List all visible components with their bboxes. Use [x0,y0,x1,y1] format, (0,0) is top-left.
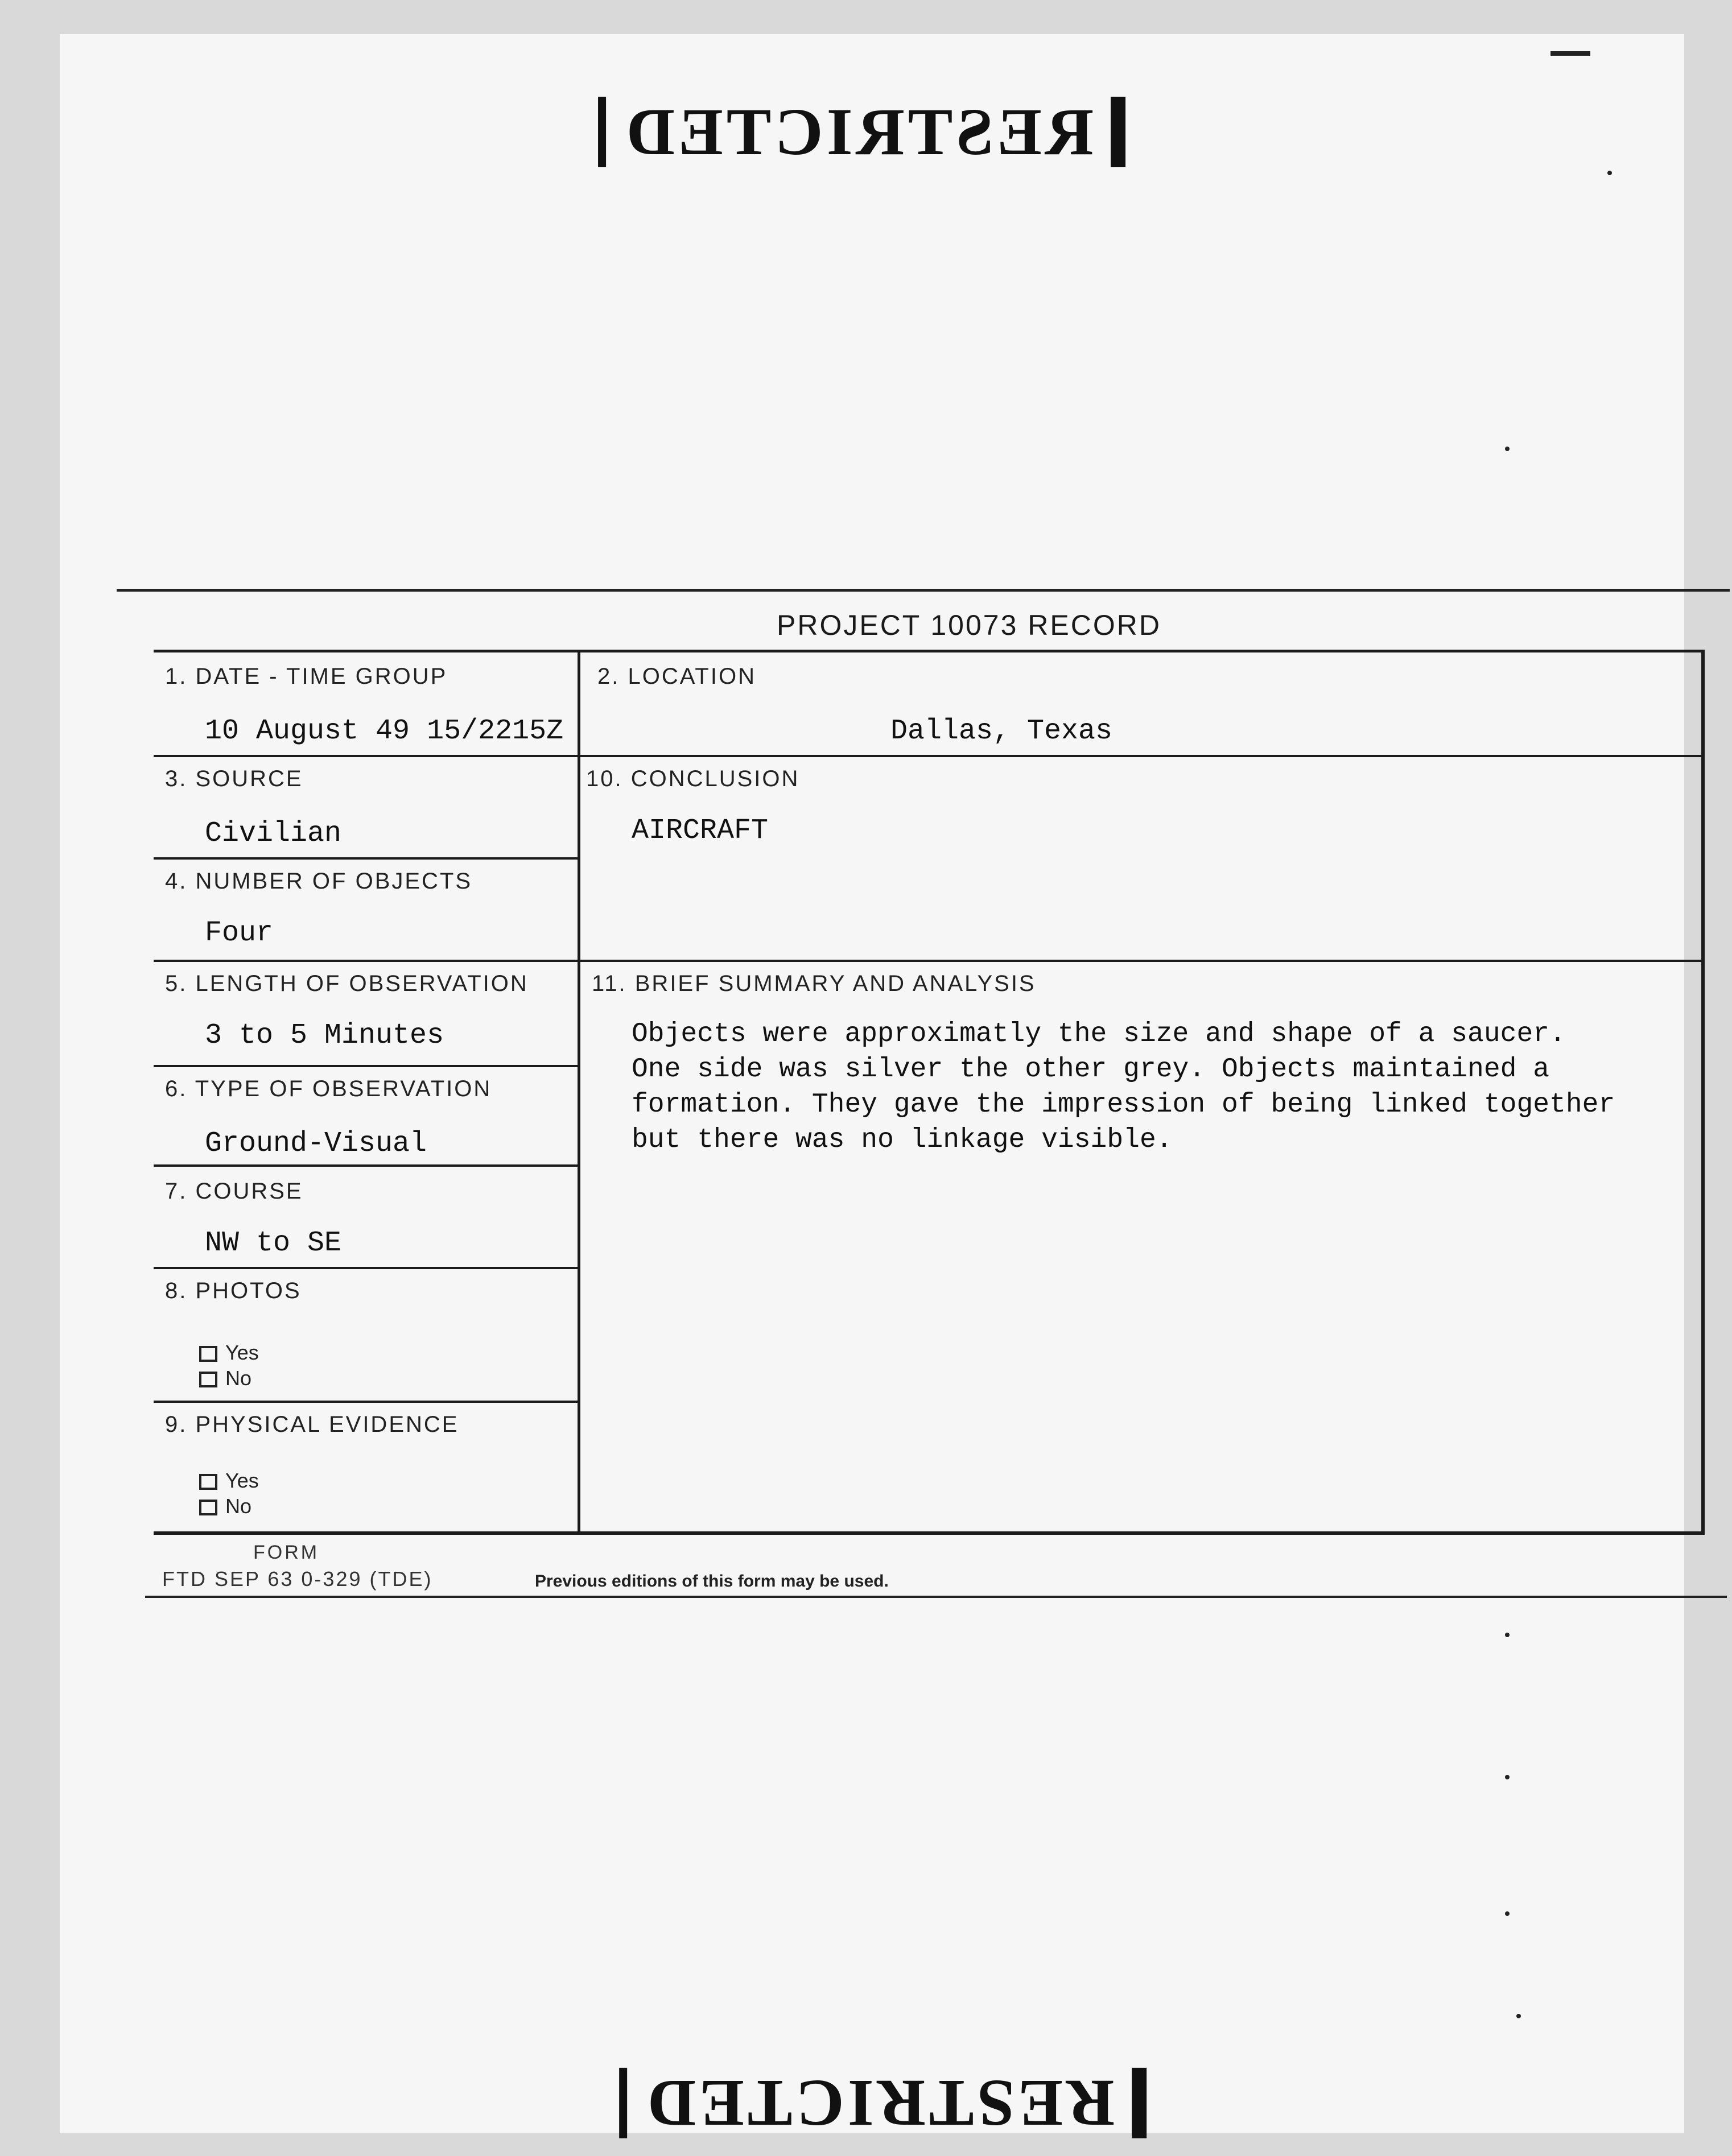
summary-text [632,1017,1690,1158]
form-id: FTD SEP 63 0-329 (TDE) [162,1567,433,1591]
speck [1505,1633,1510,1637]
speck [1505,1775,1510,1779]
divider-photos [154,1401,578,1403]
photos-label: 8. PHOTOS [165,1278,302,1303]
form-note: Previous editions of this form may be used. [535,1572,889,1591]
corner-mark [1550,51,1590,56]
speck [1607,171,1612,175]
length-of-observation-value: 3 to 5 Minutes [205,1019,444,1052]
divider-course [154,1267,578,1269]
date-time-group-label: 1. DATE - TIME GROUP [165,664,448,689]
photos-yes-option [199,1341,259,1365]
form-word: FORM [253,1542,320,1563]
column-divider [578,652,580,1531]
checkbox-icon [199,1500,217,1515]
photos-yes-label: Yes [225,1341,259,1364]
evidence-no-option [199,1494,251,1518]
speck [1505,447,1510,451]
divider-type [154,1164,578,1167]
checkbox-icon [199,1372,217,1387]
restricted-stamp-bottom: RESTRICTED [618,2068,1146,2138]
speck [1505,1911,1510,1916]
summary-line: but there was no linkage visible. [632,1125,1173,1155]
divider-row-1 [154,755,1701,757]
summary-line: formation. They gave the impression of being linked together [632,1089,1615,1120]
course-value: NW to SE [205,1227,342,1259]
source-label: 3. SOURCE [165,766,303,791]
restricted-stamp-top: RESTRICTED [597,97,1125,167]
number-of-objects-value: Four [205,917,274,949]
divider-length [154,1065,578,1067]
course-label: 7. COURSE [165,1179,303,1204]
bottom-rule [145,1596,1727,1598]
conclusion-value: AIRCRAFT [632,815,769,847]
type-of-observation-label: 6. TYPE OF OBSERVATION [165,1076,492,1101]
length-of-observation-label: 5. LENGTH OF OBSERVATION [165,971,529,996]
number-of-objects-label: 4. NUMBER OF OBJECTS [165,869,473,894]
summary-label: 11. BRIEF SUMMARY AND ANALYSIS [592,971,1036,996]
summary-line: Objects were approximatly the size and shape of a saucer. [632,1019,1566,1050]
location-value: Dallas, Texas [890,715,1113,747]
physical-evidence-label: 9. PHYSICAL EVIDENCE [165,1412,459,1437]
record-title: PROJECT 10073 RECORD [777,609,1161,641]
checkbox-icon [199,1474,217,1490]
speck [1516,2014,1521,2018]
divider-source [154,857,578,860]
checkbox-icon [199,1346,217,1362]
record-sheet [60,34,1684,2141]
top-rule [117,589,1730,592]
location-label: 2. LOCATION [597,664,756,689]
evidence-no-label: No [225,1494,252,1518]
evidence-yes-option [199,1469,259,1493]
type-of-observation-value: Ground-Visual [205,1127,427,1160]
evidence-yes-label: Yes [225,1469,259,1492]
record-form [154,650,1705,1535]
photos-no-option [199,1366,251,1390]
source-value: Civilian [205,817,342,850]
summary-line: One side was silver the other grey. Objects maintained a [632,1054,1550,1085]
divider-row-3 [154,960,1701,962]
date-time-group-value: 10 August 49 15/2215Z [205,715,564,747]
photos-no-label: No [225,1366,252,1390]
conclusion-label: 10. CONCLUSION [586,766,800,791]
